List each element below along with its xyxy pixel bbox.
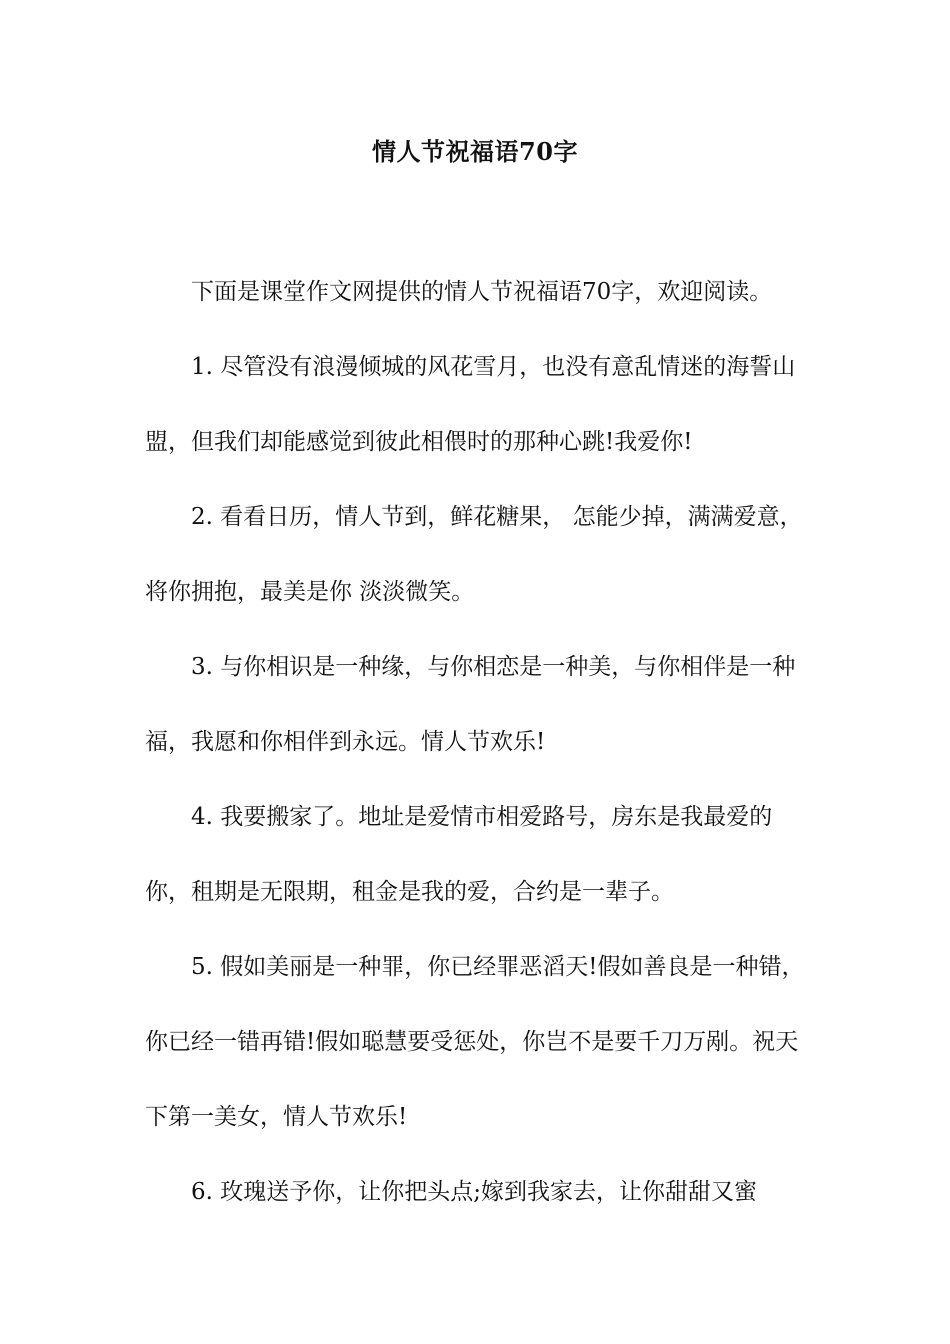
document-title: 情人节祝福语70字 — [372, 137, 578, 166]
paragraph-item-1: 1. 尽管没有浪漫倾城的风花雪月，也没有意乱情迷的海誓山盟，但我们却能感觉到彼此相偎时的那种心跳!我爱你! — [145, 354, 796, 455]
paragraph-intro: 下面是课堂作文网提供的情人节祝福语70字，欢迎阅读。 — [191, 279, 773, 305]
paragraph-item-5: 5. 假如美丽是一种罪，你已经罪恶滔天!假如善良是一种错，你已经一错再错!假如聪慧要受惩处，你岂不是要千刀万剐。祝天下第一美女，情人节欢乐! — [145, 954, 805, 1130]
document-body — [145, 255, 810, 1230]
paragraph-item-2: 2. 看看日历，情人节到，鲜花糖果， 怎能少掉，满满爱意，将你拥抱，最美是你 淡淡微笑。 — [145, 504, 803, 605]
paragraph-item-6: 6. 玫瑰送予你，让你把头点;嫁到我家去，让你甜甜又蜜 — [191, 1179, 758, 1205]
paragraph-item-4: 4. 我要搬家了。地址是爱情市相爱路号，房东是我最爱的你，租期是无限期，租金是我的爱，合约是一辈子。 — [145, 804, 773, 905]
paragraph-item-3: 3. 与你相识是一种缘，与你相恋是一种美，与你相伴是一种福，我愿和你相伴到永远。情人节欢乐! — [145, 654, 796, 755]
